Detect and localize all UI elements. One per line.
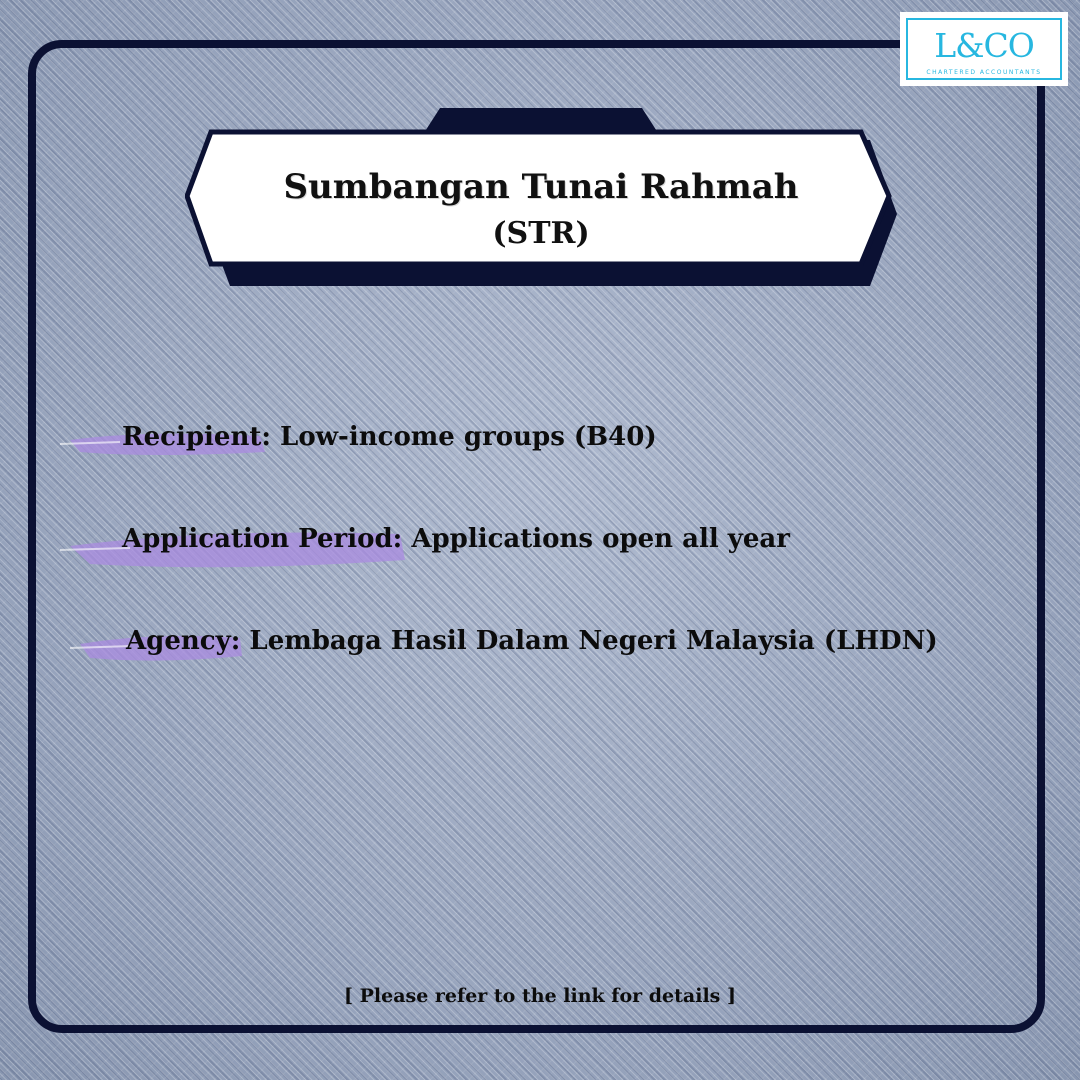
info-item-text	[126, 626, 938, 656]
agency-value: Lembaga Hasil Dalam Negeri Malaysia (LHDN)	[249, 626, 938, 656]
info-item-application-period	[60, 510, 820, 570]
recipient-value: Low-income groups (B40)	[280, 422, 657, 452]
page-title: Sumbangan Tunai Rahmah	[283, 167, 799, 207]
info-item-text	[122, 422, 657, 452]
recipient-label: Recipient:	[122, 422, 271, 452]
page-subtitle: (STR)	[492, 216, 590, 251]
info-item-agency	[60, 612, 960, 672]
logo-subtitle: CHARTERED ACCOUNTANTS	[926, 69, 1042, 76]
footer-note: [ Please refer to the link for details ]	[344, 985, 736, 1007]
logo-text: L&CO	[934, 26, 1034, 65]
agency-label: Agency:	[126, 626, 241, 656]
logo-border	[906, 18, 1062, 80]
application-period-value: Applications open all year	[411, 524, 790, 554]
application-period-label: Application Period:	[122, 524, 403, 554]
info-item-recipient	[60, 408, 760, 468]
company-logo	[900, 12, 1068, 86]
info-item-text	[122, 524, 790, 554]
